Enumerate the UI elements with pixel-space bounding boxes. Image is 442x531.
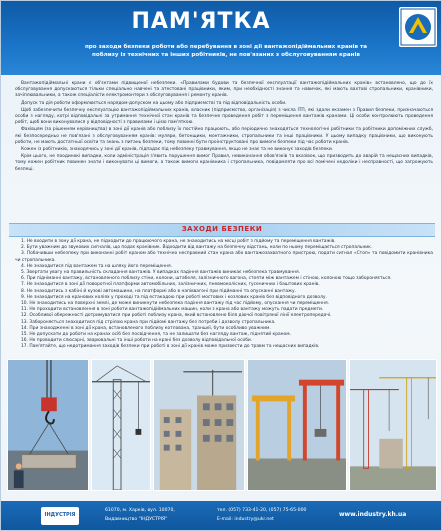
footer-logo-text: ІНДУСТРІЯ (44, 512, 76, 518)
rule-item: 14. При знаходженні в зоні дії крана, встановленого поблизу котлована, траншеї, бути особливо уважним. (21, 325, 271, 331)
rule-item: 10. Не знаходитись на поверхні землі, де може виникнути небезпека падіння вантажу під час підйому, опускання чи переміщення. (21, 301, 330, 307)
footer-website-link[interactable]: www.industry.kh.ua (339, 511, 407, 518)
header-banner (1, 1, 442, 75)
publisher-logo-icon (399, 7, 437, 47)
crane-hook-photo (7, 359, 89, 491)
intro-paragraph: Допуск та дія роботи оформлюється нарядом-допуском на цьому або підприємстві та під відповідальність особи. (21, 100, 287, 106)
section-heading: ЗАХОДИ БЕЗПЕКИ (181, 225, 263, 233)
rule-item: 12. Особливої обережності дотримуватися при роботі поблизу крана, який встановлено біля діючої повітряної лінії електропередачі. (21, 313, 332, 319)
intro-paragraph: Кожен із робітників, знаходячись у зоні дії кранів, підпадає під небезпеку травмування, якщо не знає та не виконує заходів безпеки. (21, 147, 334, 153)
footer (1, 501, 442, 531)
section-heading-band (9, 223, 435, 237)
rule-item: 6. При підніманні вантажу, встановленого поблизу стіни, колони, штабеля, залізничного вагона, стояти між вантажем і стіною, колоною тощо забороняється. (21, 276, 392, 282)
gantry-crane-photo (247, 359, 347, 491)
intro-paragraph: Фахівцям (за рішенням керівництва) в зоні дії кранів або поблизу їх постійно працюють, або періодично знаходяться технологічні робітники та робітники допоміжних служб, які безпосередньо не пов'язані з обслуговуванням кранів: муляри, бетонщики, монтажники, стропальники та інші працівники. У цьому випадку працівники, що виконують роботи, не мають достатньої освіти та знань з питань безпеки, тому повинні бути проінструктовані про вимоги безпеки під час роботи кранів. (15, 127, 433, 145)
page-title: ПАМ'ЯТКА (131, 9, 271, 34)
page-subtitle: про заходи безпеки роботи або перебування в зоні дії вантажопідіймальних кранів та поблизу із технічних та інших робітників, не пов'язаних з обслуговуванням кранів (84, 44, 368, 58)
rule-item: 13. Забороняється знаходитися під стрілою крана при підйомі вантажу без потреби і дозволу стропальника. (21, 319, 276, 325)
footer-phone: тел. (057) 733-41-20, (057) 75-65-000 (217, 508, 307, 513)
rule-item: 9. Не знаходитися на кранових коліях у проході та під естакадою при роботі мостових і козлових кранів без відповідного дозволу. (21, 294, 327, 300)
intro-text (15, 81, 433, 174)
intro-paragraph: Вантажопідіймальні крани є об'єктами підвищеної небезпеки. «Правилами будови та безпечної експлуатації вантажопідіймальних кранів» встановлено, що до їх обслуговування допускаються тільки спеціально навчені та атестовані працівники, яким, при необхідності знання та навичок, які мають вахтові стропальники, кранівники, зачіплювальники, а також спеціалісти електромонтери з обслуговування і ремонту кранів. (15, 81, 433, 99)
rule-item: 7. Не знаходитися в зоні дії поворотної платформи автомобільних, залізничних, пневмоколісних, гусеничних і баштових кранів. (21, 282, 320, 288)
rule-item: 15. Не допускати до роботи на кранах осіб без посвідчення, та не залишати без нагляду вантаж, піднятий краном. (21, 332, 291, 338)
photo-strip (7, 359, 437, 491)
tower-crane-photo (91, 359, 151, 491)
footer-email[interactable]: E-mail: industry@ukr.net (217, 517, 274, 522)
footer-address: 61070, м. Харків, вул. 10070, (105, 508, 175, 513)
rule-item: 17. Пам'ятайте, що недотримання заходів безпеки при роботі в зоні дії кранів може призвести до травм та нещасних випадків. (21, 344, 320, 350)
rule-item: 11. Не проходити встановлення в зоні роботи вантажопідіймальних машин, коли з крана або вантажу можуть падати предмети. (21, 307, 324, 313)
footer-logo (41, 507, 79, 525)
intro-paragraph: Крім цього, не поодинокі випадки, коли адміністрація з'явить порушення вимог Правил, невиконання обов'язків та вказівок, що призводить до аварій та нещасних випадків, тому кожен робітник повинен знати і виконувати ці вимоги, а також вимоги кранівника і стропальника, повідомляти про всі помічені недоліки і несправності, що загрожують безпеці. (15, 154, 433, 172)
rule-item: 3. Побачивши небезпеку при виконанні робіт краном або технічно несправний стан крана або вантажозахватного пристрою, подати сигнал «Стоп» та повідомити кранівника чи стропальника. (15, 251, 433, 263)
construction-site-photo (153, 359, 245, 491)
intro-paragraph: Щоб забезпечити безпечну експлуатацію вантажопідіймальних кранів, власник (підприємство, організація) з числа ІТП, які здали екзамен з Правил безпеки, призначаються особи з нагляду, котрі відповідальні за утримання технічної стан кранів та безпечне проведення робіт з переміщення вантажів кранами. Ці особи контролюють проведення робіт, щоб вони виконувалися у відповідності з правилами і цією пам'яткою. (15, 107, 433, 126)
rule-item: 4. Не знаходитися під вантажем та на шляху його переміщення. (21, 263, 172, 269)
rule-item: 1. Не входити в зону дії крана, не підходити до працюючого крана, не знаходитись на місці робіт з підйому та переміщення вантажів. (21, 239, 336, 244)
rule-item: 8. Не знаходитись з кабіні й кузові автомашини, на платформі або в напіввагоні при підйманні та опусканні вантажу. (21, 288, 296, 294)
rule-item: 5. Звертати увагу на правильність складання вантажів. У випадках падіння вантажів виникає небезпека травмування. (21, 270, 301, 276)
rule-item: 2. Бути уважним до звукових сигналів, що подає кранівник. Відходити від вантажу на безпечну відстань, коли по ньому переміщається стропальник. (21, 245, 373, 251)
footer-publisher: Видавництво "ІНДУСТРІЯ" (105, 517, 168, 522)
safety-rules-list (15, 239, 433, 351)
rule-item: 16. Не проводити слюсарні, зварювальні та інші роботи на крані без дозволу відповідальної особи. (21, 338, 253, 344)
tower-cranes-photo (349, 359, 437, 491)
